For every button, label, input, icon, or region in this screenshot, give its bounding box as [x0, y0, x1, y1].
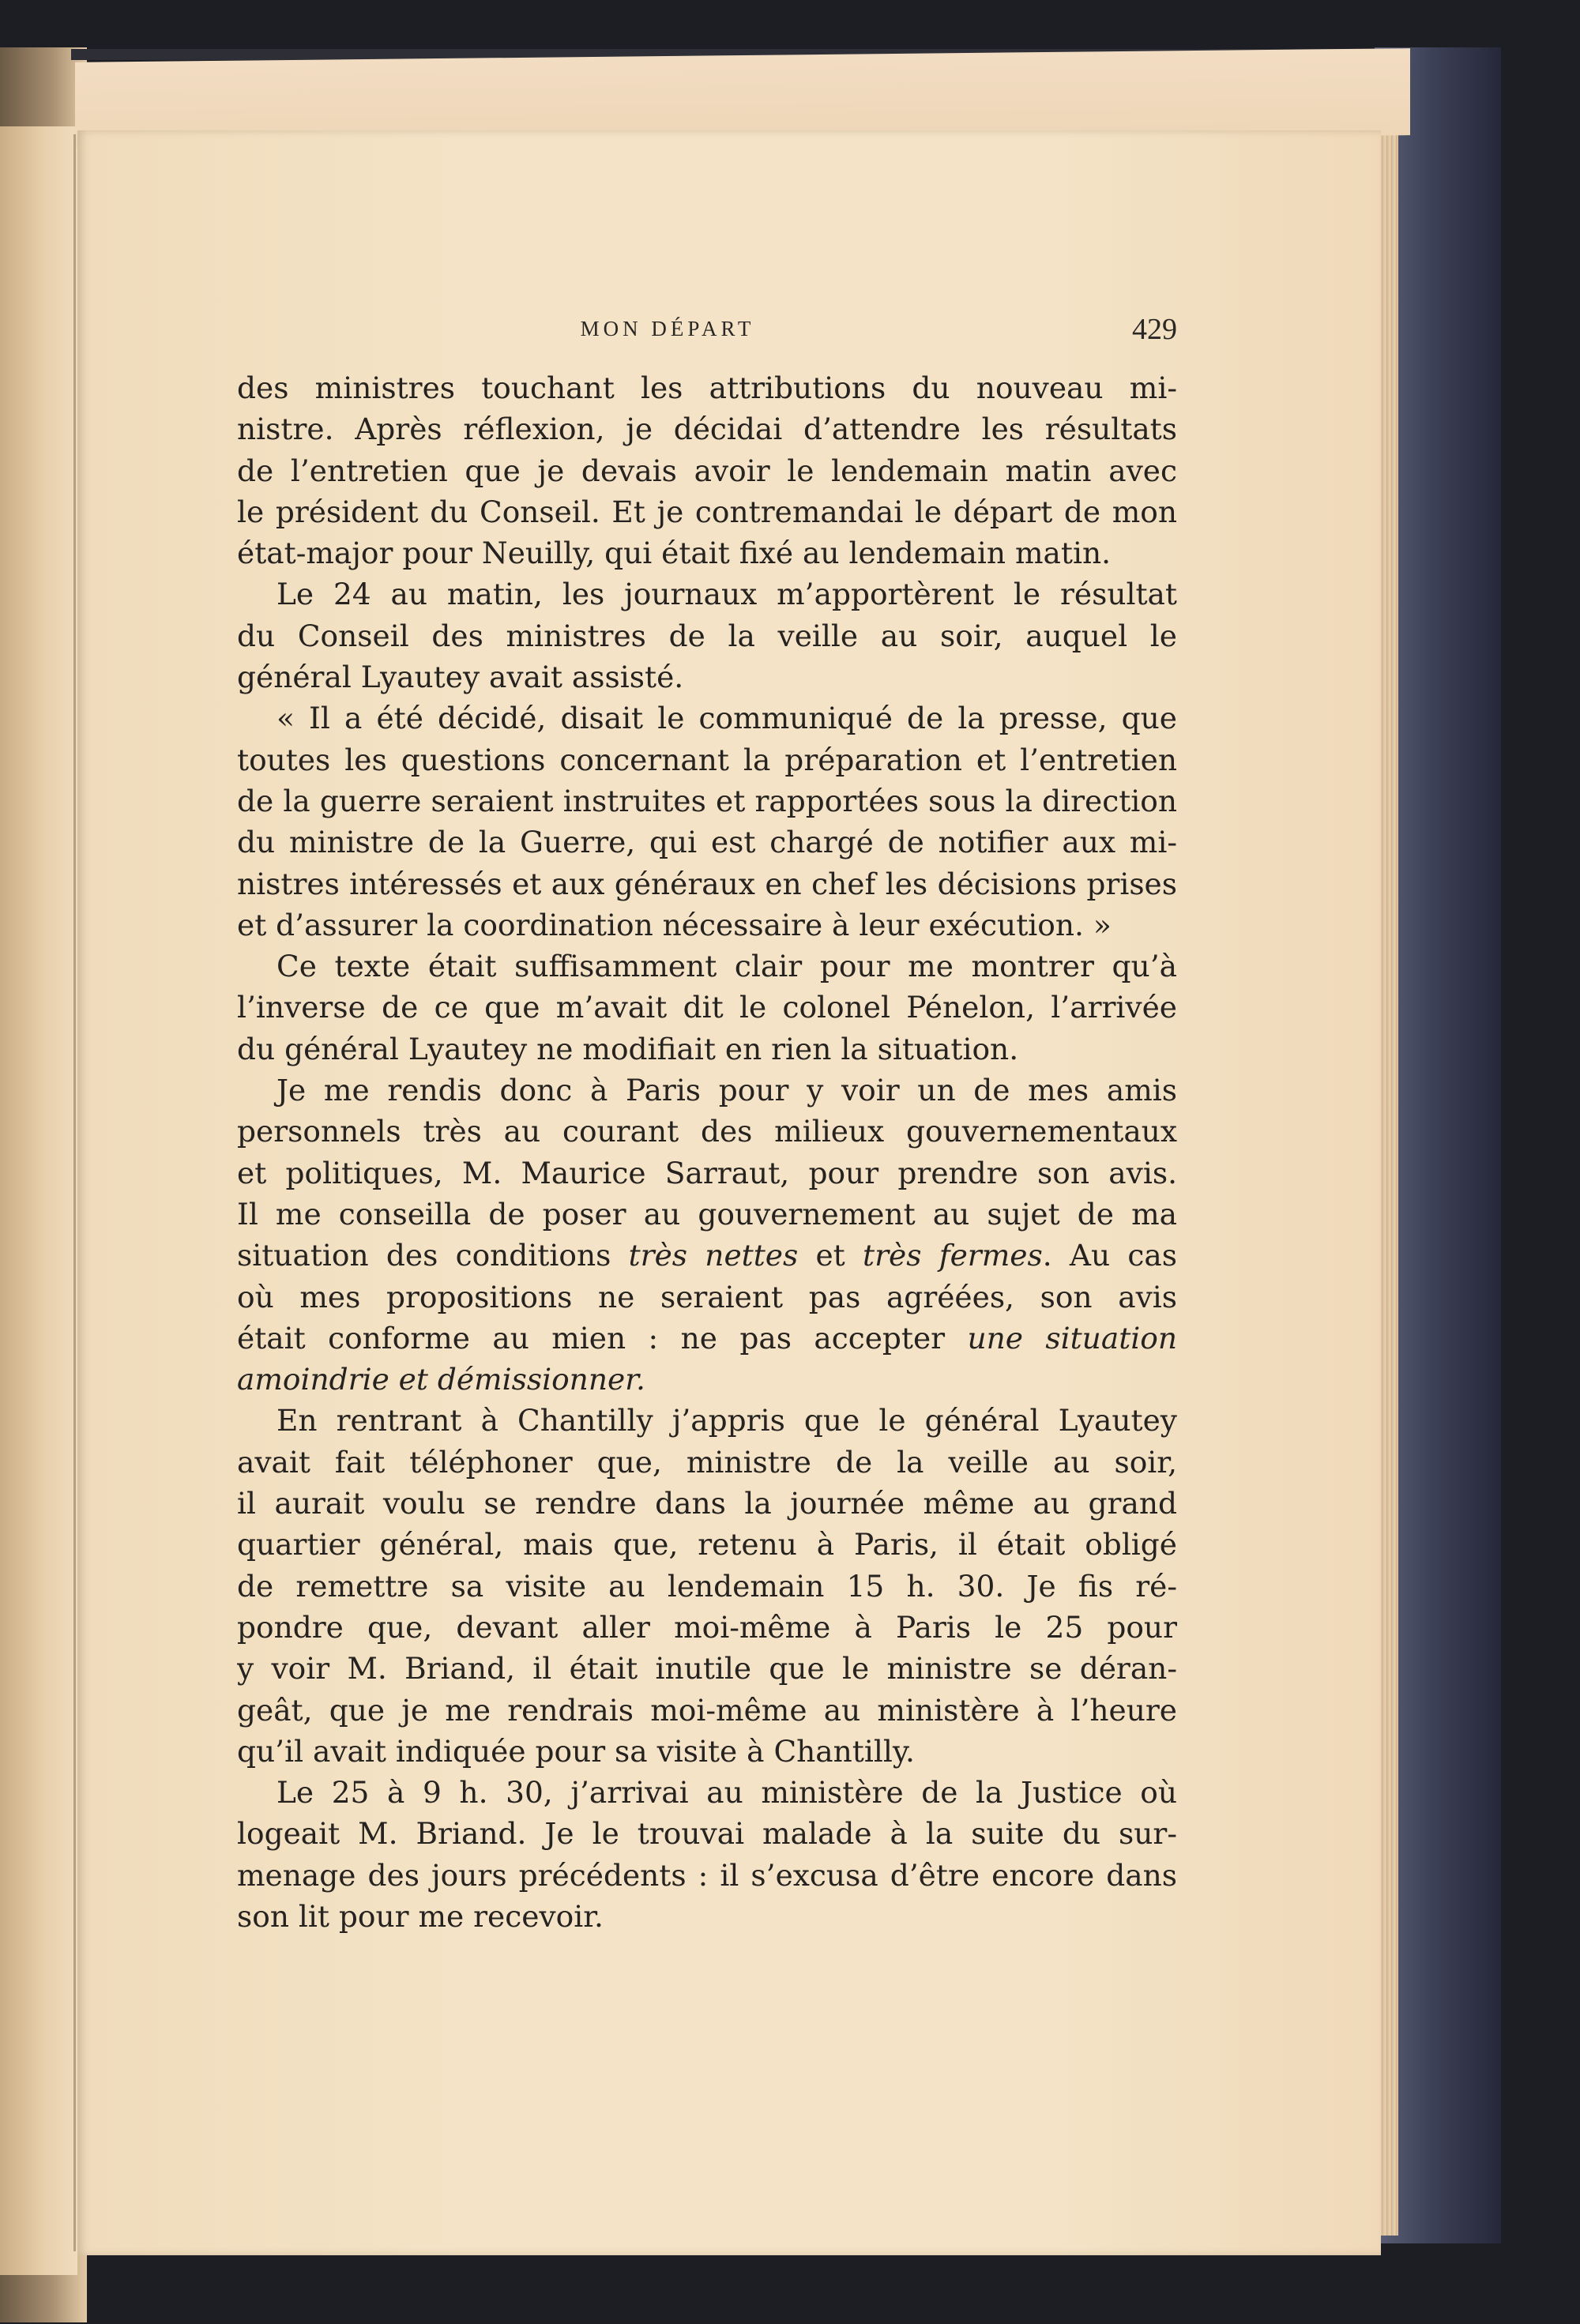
text-line: de l’entretien que je devais avoir le lendemain matin avec [237, 453, 1177, 488]
running-title: MON DÉPART [580, 317, 755, 340]
text-line: état-major pour Neuilly, qui était fixé au lendemain matin. [237, 536, 1112, 571]
text-line: nistres intéressés et aux généraux en chef les décisions prises [237, 866, 1177, 901]
text-line: « Il a été décidé, disait le communiqué de la presse, que [276, 701, 1177, 736]
text-line: et d’assurer la coordination nécessaire à leur exécution. » [237, 907, 1112, 942]
text-line: menage des jours précédents : il s’excusa d’être encore dans [237, 1857, 1177, 1893]
text-line: avait fait téléphoner que, ministre de la veille au soir, [237, 1444, 1177, 1480]
text-line: qu’il avait indiquée pour sa visite à Chantilly. [237, 1733, 915, 1769]
text-line: l’inverse de ce que m’avait dit le colonel Pénelon, l’arrivée [237, 990, 1177, 1025]
text-line: amoindrie et démissionner. [237, 1362, 645, 1397]
text-line: du ministre de la Guerre, qui est chargé de notifier aux mi- [237, 825, 1177, 860]
text-line: du général Lyautey ne modifiait en rien la situation. [237, 1031, 1019, 1066]
text-line: pondre que, devant aller moi-même à Paris le 25 pour [237, 1609, 1177, 1645]
text-line: Le 24 au matin, les journaux m’apportèrent le résultat [276, 577, 1177, 612]
text-line: y voir M. Briand, il était inutile que le ministre se déran- [237, 1651, 1177, 1687]
text-line: du Conseil des ministres de la veille au soir, auquel le [237, 618, 1177, 653]
text-line: était conforme au mien : ne pas accepter une situation [237, 1320, 1177, 1356]
page-number: 429 [1132, 313, 1177, 346]
text-line: Je me rendis donc à Paris pour y voir un de mes amis [276, 1073, 1177, 1108]
text-line: Ce texte était suffisamment clair pour me montrer qu’à [276, 949, 1177, 984]
text-line: quartier général, mais que, retenu à Paris, il était obligé [237, 1527, 1177, 1562]
text-line: situation des conditions très nettes et très fermes. Au cas [237, 1238, 1177, 1273]
text-line: son lit pour me recevoir. [237, 1898, 604, 1934]
text-line: nistre. Après réflexion, je décidai d’attendre les résultats [237, 412, 1177, 447]
text-line: personnels très au courant des milieux gouvernementaux [237, 1114, 1177, 1149]
text-line: Il me conseilla de poser au gouvernement au sujet de ma [237, 1196, 1177, 1232]
running-head [158, 312, 1177, 352]
facing-page-edge [0, 126, 77, 2275]
text-line: des ministres touchant les attributions du nouveau mi- [237, 370, 1177, 405]
text-line: de la guerre seraient instruites et rapportées sous la direction [237, 783, 1177, 818]
text-line: il aurait voulu se rendre dans la journée même au grand [237, 1486, 1177, 1521]
text-line: En rentrant à Chantilly j’appris que le général Lyautey [276, 1403, 1177, 1438]
text-line: de remettre sa visite au lendemain 15 h. 30. Je fis ré- [237, 1568, 1177, 1604]
text-line: où mes propositions ne seraient pas agréées, son avis [237, 1279, 1177, 1314]
text-line: Le 25 à 9 h. 30, j’arrivai au ministère de la Justice où [276, 1775, 1177, 1811]
body-text [237, 367, 1177, 1937]
text-line: général Lyautey avait assisté. [237, 660, 684, 695]
text-line: geât, que je me rendrais moi-même au ministère à l’heure [237, 1692, 1177, 1728]
text-line: logeait M. Briand. Je le trouvai malade à la suite du sur- [237, 1816, 1177, 1852]
gutter-line [73, 134, 76, 2251]
text-line: le président du Conseil. Et je contremandai le départ de mon [237, 494, 1177, 529]
text-line: toutes les questions concernant la préparation et l’entretien [237, 742, 1177, 777]
text-line: et politiques, M. Maurice Sarraut, pour prendre son avis. [237, 1155, 1177, 1190]
